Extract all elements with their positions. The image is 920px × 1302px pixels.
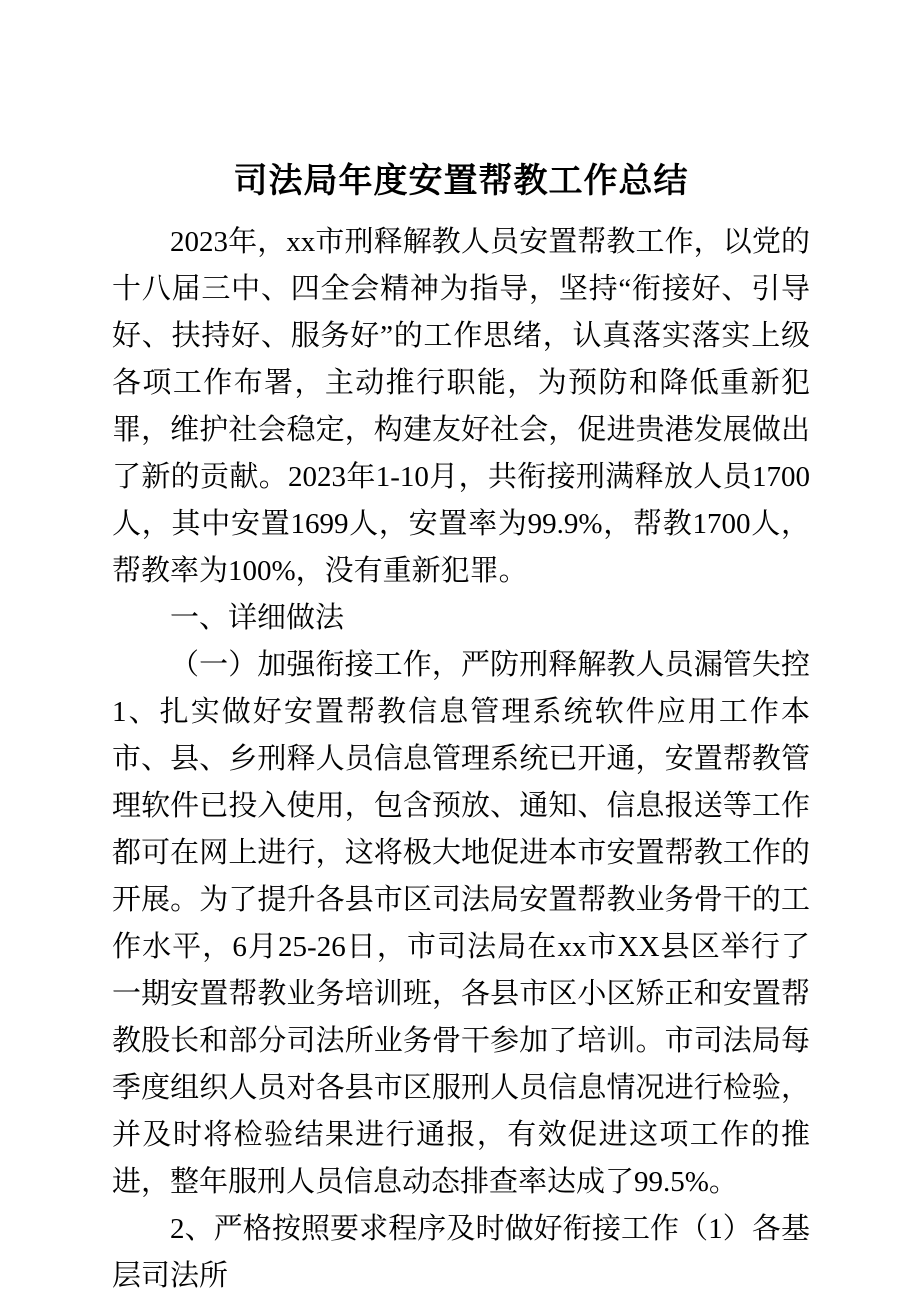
document-title: 司法局年度安置帮教工作总结 — [233, 163, 689, 200]
section-heading-detailed-practices: 一、详细做法 — [170, 602, 345, 634]
paragraph-section-one: （一）加强衔接工作，严防刑释解教人员漏管失控1、扎实做好安置帮教信息管理系统软件应用工作本市、县、乡刑释人员信息管理系统已开通，安置帮教管理软件已投入使用，包含预放、通知、信息报送等工作都可在网上进行，这将极大地促进本市安置帮教工作的开展。为了提升各县市区司法局安置帮教业务骨干的工作水平，6月25-26日，市司法局在xx市XX县区举行了一期安置帮教业务培训班，各县市区小区矫正和安置帮教股长和部分司法所业务骨干参加了培训。市司法局每季度组织人员对各县市区服刑人员信息情况进行检验，并及时将检验结果进行通报，有效促进这项工作的推进，整年服刑人员信息动态排查率达成了99.5%。 — [112, 649, 810, 1198]
paragraph-section-two: 2、严格按照要求程序及时做好衔接工作（1）各基层司法所 — [112, 1213, 810, 1292]
paragraph-intro: 2023年，xx市刑释解教人员安置帮教工作，以党的十八届三中、四全会精神为指导，坚持“衔接好、引导好、扶持好、服务好”的工作思绪，认真落实落实上级各项工作布署，主动推行职能，为预防和降低重新犯罪，维护社会稳定，构建友好社会，促进贵港发展做出了新的贡献。2023年1-10月，共衔接刑满释放人员1700人，其中安置1699人，安置率为99.9%，帮教1700人，帮教率为100%，没有重新犯罪。 — [112, 226, 810, 587]
